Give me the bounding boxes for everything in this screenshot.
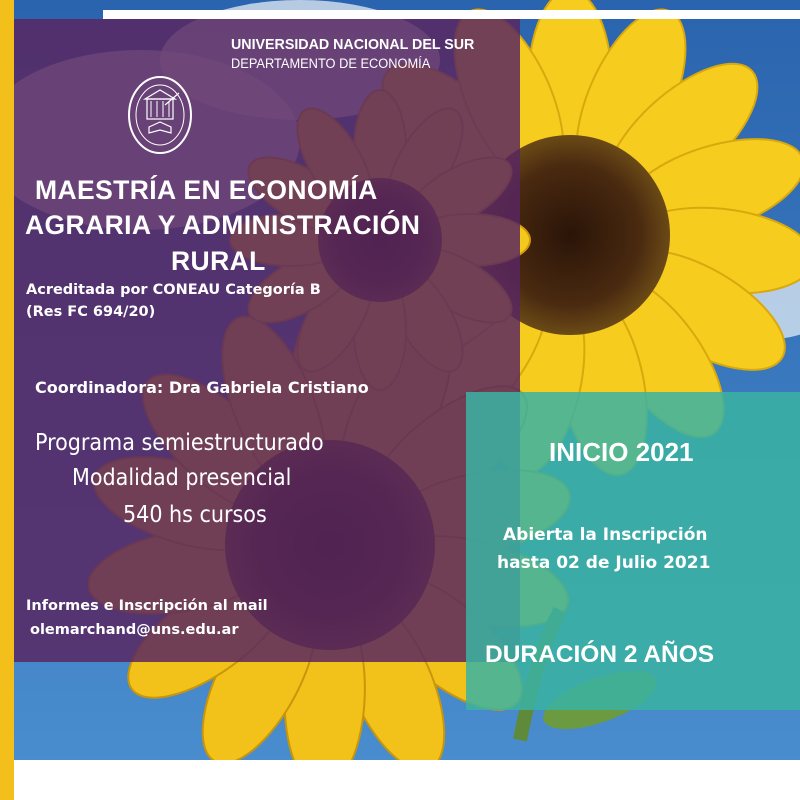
title-line-3: RURAL <box>171 246 266 276</box>
enrollment-open-line-1: Abierta la Inscripción <box>503 525 708 545</box>
university-seal-icon <box>127 75 193 155</box>
accreditation-line-1: Acreditada por CONEAU Categoría B <box>26 282 321 298</box>
title-line-2: AGRARIA Y ADMINISTRACIÓN <box>25 210 421 240</box>
department-name: DEPARTAMENTO DE ECONOMÍA <box>231 56 431 71</box>
university-name: UNIVERSIDAD NACIONAL DEL SUR <box>231 36 475 53</box>
left-accent-bar <box>0 0 14 800</box>
enrollment-open-line-2: hasta 02 de Julio 2021 <box>497 553 711 573</box>
contact-email[interactable]: olemarchand@uns.edu.ar <box>30 622 239 638</box>
program-info-panel <box>14 19 520 662</box>
contact-label: Informes e Inscripción al mail <box>26 598 268 614</box>
bottom-white-band <box>14 760 800 800</box>
program-detail-hours: 540 hs cursos <box>123 502 267 528</box>
duration: DURACIÓN 2 AÑOS <box>485 641 715 668</box>
accreditation-line-2: (Res FC 694/20) <box>26 304 156 320</box>
program-detail-structure: Programa semiestructurado <box>35 430 324 456</box>
start-year: INICIO 2021 <box>549 437 694 467</box>
top-white-bar <box>103 10 800 19</box>
coordinator: Coordinadora: Dra Gabriela Cristiano <box>35 378 369 397</box>
program-detail-modality: Modalidad presencial <box>72 465 292 491</box>
title-line-1: MAESTRÍA EN ECONOMÍA <box>35 175 378 205</box>
